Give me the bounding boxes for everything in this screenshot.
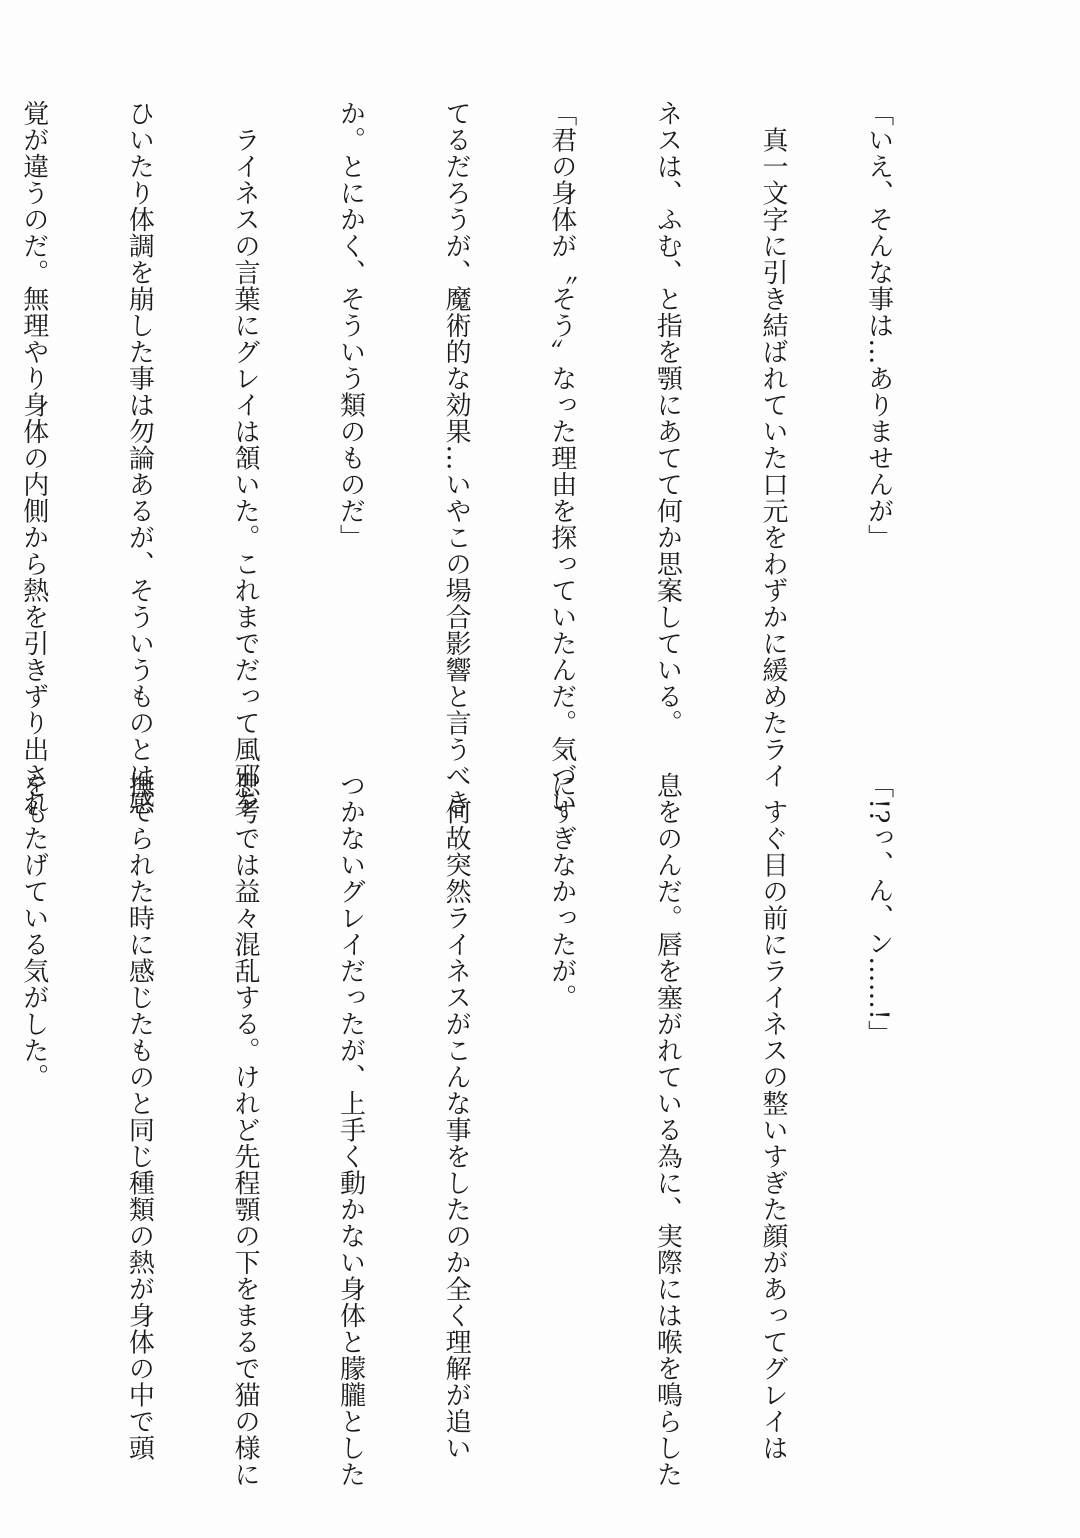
text-line: 撫でられた時に感じたものと同じ種類の熱が身体の中で頭 (124, 772, 155, 1461)
text-line: ひいたり体調を崩した事は勿論あるが、そういうものとは感 (124, 100, 155, 816)
top-text-block (18, 100, 966, 816)
text-line: をもたげている気がした。 (18, 772, 49, 1090)
text-line: 思考では益々混乱する。けれど先程顎の下をまるで猫の様に (229, 772, 260, 1488)
text-line: ネスは、ふむ、と指を顎にあてて何か思案している。 (652, 100, 683, 736)
text-line: つかないグレイだったが、上手く動かない身体と朦朧とした (335, 772, 366, 1488)
text-line: てるだろうが、魔術的な効果…いやこの場合影響と言うべき (441, 100, 472, 816)
text-line: か。とにかく、そういう類のものだ」 (335, 100, 366, 551)
text-line: にすぎなかったが。 (546, 772, 577, 1011)
text-line: 「いえ、そんな事は…ありませんが」 (863, 100, 894, 551)
bottom-text-block (18, 772, 966, 1488)
text-line: 真一文字に引き結ばれていた口元をわずかに緩めたライ (757, 100, 788, 789)
text-line: 何故突然ライネスがこんな事をしたのか全く理解が追い (441, 772, 472, 1461)
text-line: 「君の身体が〝そう〟なった理由を探っていたんだ。気づい (546, 100, 577, 816)
text-line: ライネスの言葉にグレイは頷いた。これまでだって風邪を (229, 100, 260, 816)
text-line: すぐ目の前にライネスの整いすぎた顔があってグレイは (757, 772, 788, 1461)
text-line: 息をのんだ。唇を塞がれている為に、実際には喉を鳴らした (652, 772, 683, 1488)
text-line: 覚が違うのだ。無理やり身体の内側から熱を引きずり出され (18, 100, 49, 816)
text-line: 「!?っ、ん、ン……!」 (863, 772, 894, 1047)
